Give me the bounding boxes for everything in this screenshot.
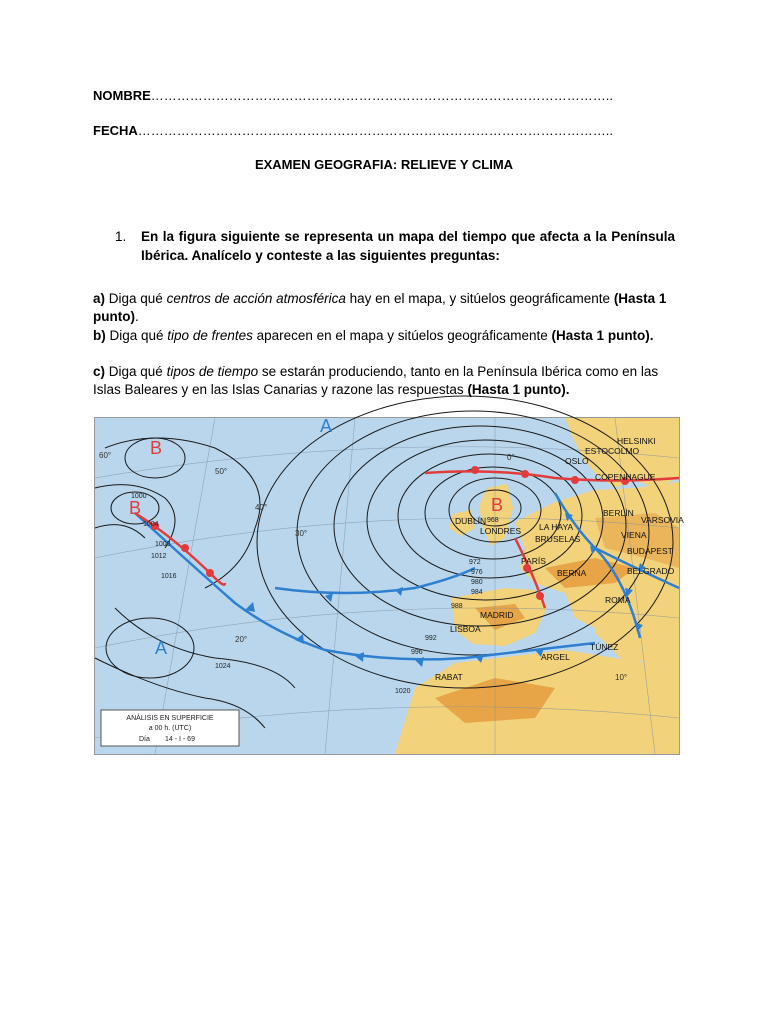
part-a-em: centros de acción atmosférica: [166, 291, 346, 306]
city-oslo: OSLO: [565, 456, 589, 466]
city-tunez: TÚNEZ: [590, 642, 619, 652]
degree-60: 60°: [99, 451, 112, 460]
part-c-letter: c): [93, 364, 106, 379]
city-budapest: BUDAPEST: [627, 546, 673, 556]
part-b-em: tipo de frentes: [167, 328, 253, 343]
isobar-1008: 1008: [155, 541, 171, 548]
inset-line-1: ANÁLISIS EN SUPERFICIE: [126, 715, 214, 722]
city-roma: ROMA: [605, 595, 631, 605]
isobar-1012: 1012: [151, 553, 167, 560]
isobar-992: 992: [425, 635, 437, 642]
question-text: En la figura siguiente se representa un mapa del tiempo que afecta a la Península Ibérica. Analícelo y conteste a las siguientes preguntas:: [141, 229, 675, 263]
city-dublin: DUBLÍN: [455, 516, 487, 526]
question-1: [115, 227, 675, 265]
isobar-1000: 1000: [131, 493, 147, 500]
analysis-inset: [101, 710, 239, 746]
city-bruselas: BRUSELAS: [535, 534, 581, 544]
isobar-1016: 1016: [161, 573, 177, 580]
city-londres: LONDRES: [480, 526, 522, 536]
inset-date: 14 - I - 69: [165, 736, 195, 743]
city-rabat: RABAT: [435, 672, 463, 682]
isobar-968: 968: [487, 517, 499, 524]
question-number: 1.: [115, 229, 127, 244]
high-center-2: A: [155, 638, 168, 658]
isobar-984: 984: [471, 589, 483, 596]
exam-title: EXAMEN GEOGRAFIA: RELIEVE Y CLIMA: [254, 157, 514, 172]
date-field: [93, 123, 613, 138]
city-paris: PARÍS: [521, 556, 546, 566]
inset-day-label: Día: [139, 736, 150, 743]
part-c: [93, 363, 678, 399]
isobar-1020: 1020: [395, 688, 411, 695]
part-a-end: .: [134, 309, 139, 324]
city-copenhague: COPENHAGUE: [595, 472, 656, 482]
part-b-post: aparecen en el mapa y sitúelos geográficamente: [252, 328, 552, 343]
city-belgrado: BELGRADO: [627, 566, 675, 576]
low-center-3: B: [491, 495, 504, 515]
city-madrid: MADRID: [480, 610, 514, 620]
degree-0: 0°: [507, 453, 515, 462]
part-b-points: (Hasta 1 punto).: [551, 328, 654, 343]
part-a-pre: Diga qué: [105, 291, 167, 306]
part-b: [93, 327, 678, 345]
part-a-points: (Hasta 1 punto): [93, 291, 667, 324]
degree-20: 20°: [235, 635, 248, 644]
part-c-post: se estarán produciendo, tanto en la Península Ibérica como en las Islas Baleares y en las Islas Canarias y razone las respuestas: [93, 364, 659, 397]
isobar-972: 972: [469, 559, 481, 566]
isobar-1024: 1024: [215, 663, 231, 670]
city-helsinki: HELSINKI: [617, 436, 656, 446]
part-c-points: (Hasta 1 punto).: [467, 382, 570, 397]
degree-50: 50°: [215, 467, 228, 476]
part-a-letter: a): [93, 291, 106, 306]
name-field: [93, 88, 613, 103]
degree-30: 30°: [295, 529, 308, 538]
city-viena: VIENA: [621, 530, 647, 540]
city-estocolmo: ESTOCOLMO: [585, 446, 640, 456]
degree-40: 40°: [255, 503, 268, 512]
isobar-980: 980: [471, 579, 483, 586]
city-la-haya: LA HAYA: [539, 522, 574, 532]
inset-line-2: a 00 h. (UTC): [148, 725, 192, 732]
weather-map: [94, 416, 684, 755]
city-argel: ARGEL: [541, 652, 570, 662]
part-a-post: hay en el mapa, y sitúelos geográficamente: [345, 291, 614, 306]
weather-map-svg: [95, 416, 684, 754]
low-center-2: B: [129, 498, 142, 518]
part-c-em: tipos de tiempo: [166, 364, 259, 379]
city-varsovia: VARSOVIA: [641, 515, 684, 525]
part-c-pre: Diga qué: [105, 364, 167, 379]
part-b-letter: b): [93, 328, 106, 343]
city-berlin: BERLÍN: [603, 508, 634, 518]
high-center-1: A: [320, 416, 333, 436]
date-dots: ………………………………………………………………………………………………..: [137, 123, 614, 138]
isobar-988: 988: [451, 603, 463, 610]
isobar-996: 996: [411, 649, 423, 656]
city-berna: BERNA: [557, 568, 587, 578]
isobar-1004: 1004: [143, 521, 159, 528]
degree-10: 10°: [615, 673, 628, 682]
part-a: [93, 290, 678, 326]
name-dots: ……………………………………………………………………………………………..: [150, 88, 614, 103]
date-label: FECHA: [93, 123, 138, 138]
part-b-pre: Diga qué: [105, 328, 168, 343]
city-lisboa: LISBOA: [450, 624, 481, 634]
isobar-976: 976: [471, 569, 483, 576]
low-center-1: B: [150, 438, 163, 458]
name-label: NOMBRE: [93, 88, 151, 103]
